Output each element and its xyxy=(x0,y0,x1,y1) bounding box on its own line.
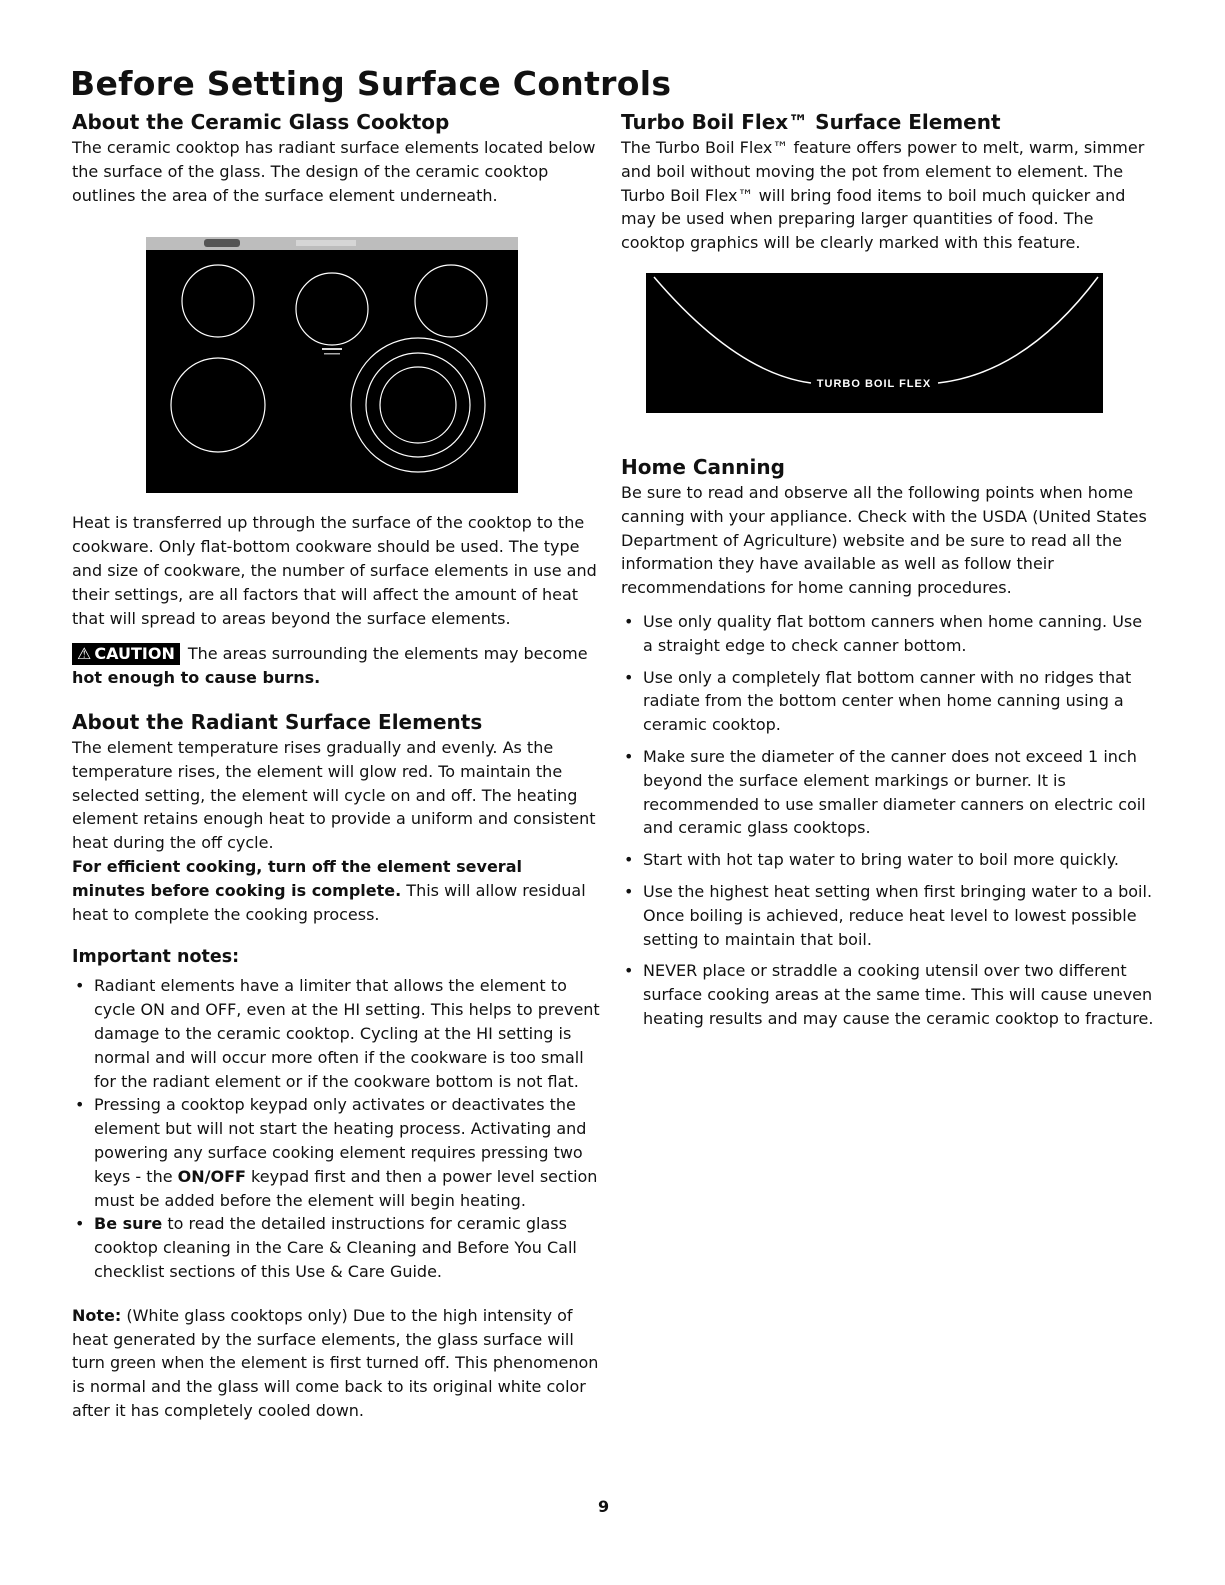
list-item: • Start with hot tap water to bring water to boil more quickly. xyxy=(621,848,1156,872)
turbo-text: The Turbo Boil Flex™ feature offers power to melt, warm, simmer and boil without moving the pot from element to element. The Turbo Boil Flex™ will bring food items to boil much quicker and may be used when preparing larger quantities of food. The cooktop graphics will be clearly marked with this feature. xyxy=(621,138,1145,253)
heat-transfer-text: Heat is transferred up through the surface of the cooktop to the cookware. Only flat-bottom cookware should be used. The type and size of cookware, the number of surface elements in use and their settings, are all factors that will affect the amount of heat that will spread to areas beyond the surface elements. xyxy=(72,513,597,628)
page-number: 9 xyxy=(598,1497,610,1516)
caution-paragraph: ⚠ CAUTION The areas surrounding the elements may become hot enough to cause burns. xyxy=(72,644,588,688)
list-item: • Use only a completely flat bottom canner with no ridges that radiate from the bottom center when home canning using a ceramic cooktop. xyxy=(621,666,1156,737)
canning-intro: Be sure to read and observe all the following points when home canning with your appliance. Check with the USDA (United States Department of Agriculture) website and be sure to read all the information they have available as well as follow their recommendations for home canning procedures. xyxy=(621,482,1147,598)
turbo-boil-flex-graphic xyxy=(646,273,1103,413)
notes-list xyxy=(72,974,600,1283)
list-item: • Pressing a cooktop keypad only activates or deactivates the element but will not start the heating process. Activating and powering any surface cooking element requires pressing two keys - the ON/OFF keypad first and then a power level section must be added before the element will begin heating. xyxy=(72,1093,600,1212)
warning-icon: ⚠ xyxy=(77,644,92,664)
cooktop-diagram xyxy=(146,237,518,493)
notes-heading: Important notes: xyxy=(72,947,240,968)
canning-heading: Home Canning xyxy=(621,454,785,479)
left-column xyxy=(72,110,600,1423)
control-knob xyxy=(204,239,240,247)
radiant-text: The element temperature rises gradually and evenly. As the temperature rises, the element will glow red. To maintain the selected setting, the element will cycle on and off. The heating element retains enough heat to provide a uniform and consistent heat during the off cycle. xyxy=(72,737,596,853)
right-column xyxy=(621,110,1156,1039)
caution-badge: ⚠ CAUTION xyxy=(72,643,180,665)
list-item: • Radiant elements have a limiter that allows the element to cycle ON and OFF, even at the HI setting. This helps to prevent damage to the ceramic cooktop. Cycling at the HI setting is normal and will occur more often if the cookware is too small for the radiant element or if the cookware bottom is not flat. xyxy=(72,974,600,1093)
ceramic-heading: About the Ceramic Glass Cooktop xyxy=(72,110,450,134)
list-item: • Use the highest heat setting when first bringing water to a boil. Once boiling is achieved, reduce heat level to lowest possible setting to maintain that boil. xyxy=(621,880,1156,951)
turbo-boil-flex-label: TURBO BOIL FLEX xyxy=(816,377,932,390)
list-item: • NEVER place or straddle a cooking utensil over two different surface cooking areas at the same time. This will cause uneven heating results and may cause the ceramic cooktop to fracture. xyxy=(621,959,1156,1030)
white-glass-note: Note: (White glass cooktops only) Due to the high intensity of heat generated by the surface elements, the glass surface will turn green when the element is first turned off. This phenomenon is normal and the glass will come back to its original white color after it has completely cooled down. xyxy=(72,1305,599,1420)
ceramic-intro: The ceramic cooktop has radiant surface elements located below the surface of the glass. The design of the ceramic cooktop outlines the area of the surface element underneath. xyxy=(72,138,596,205)
list-item: • Be sure to read the detailed instructions for ceramic glass cooktop cleaning in the Care & Cleaning and Before You Call checklist sections of this Use & Care Guide. xyxy=(72,1212,600,1283)
turbo-heading: Turbo Boil Flex™ Surface Element xyxy=(621,110,1001,134)
list-item: • Use only quality flat bottom canners when home canning. Use a straight edge to check canner bottom. xyxy=(621,610,1156,658)
radiant-tip: For efficient cooking, turn off the element several minutes before cooking is complete. This will allow residual heat to complete the cooking process. xyxy=(72,856,586,924)
canning-list xyxy=(621,610,1156,1031)
list-item: • Make sure the diameter of the canner does not exceed 1 inch beyond the surface element markings or burner. It is recommended to use smaller diameter canners on electric coil and ceramic glass cooktops. xyxy=(621,745,1156,840)
page-title: Before Setting Surface Controls xyxy=(70,64,672,103)
radiant-heading: About the Radiant Surface Elements xyxy=(72,709,483,734)
